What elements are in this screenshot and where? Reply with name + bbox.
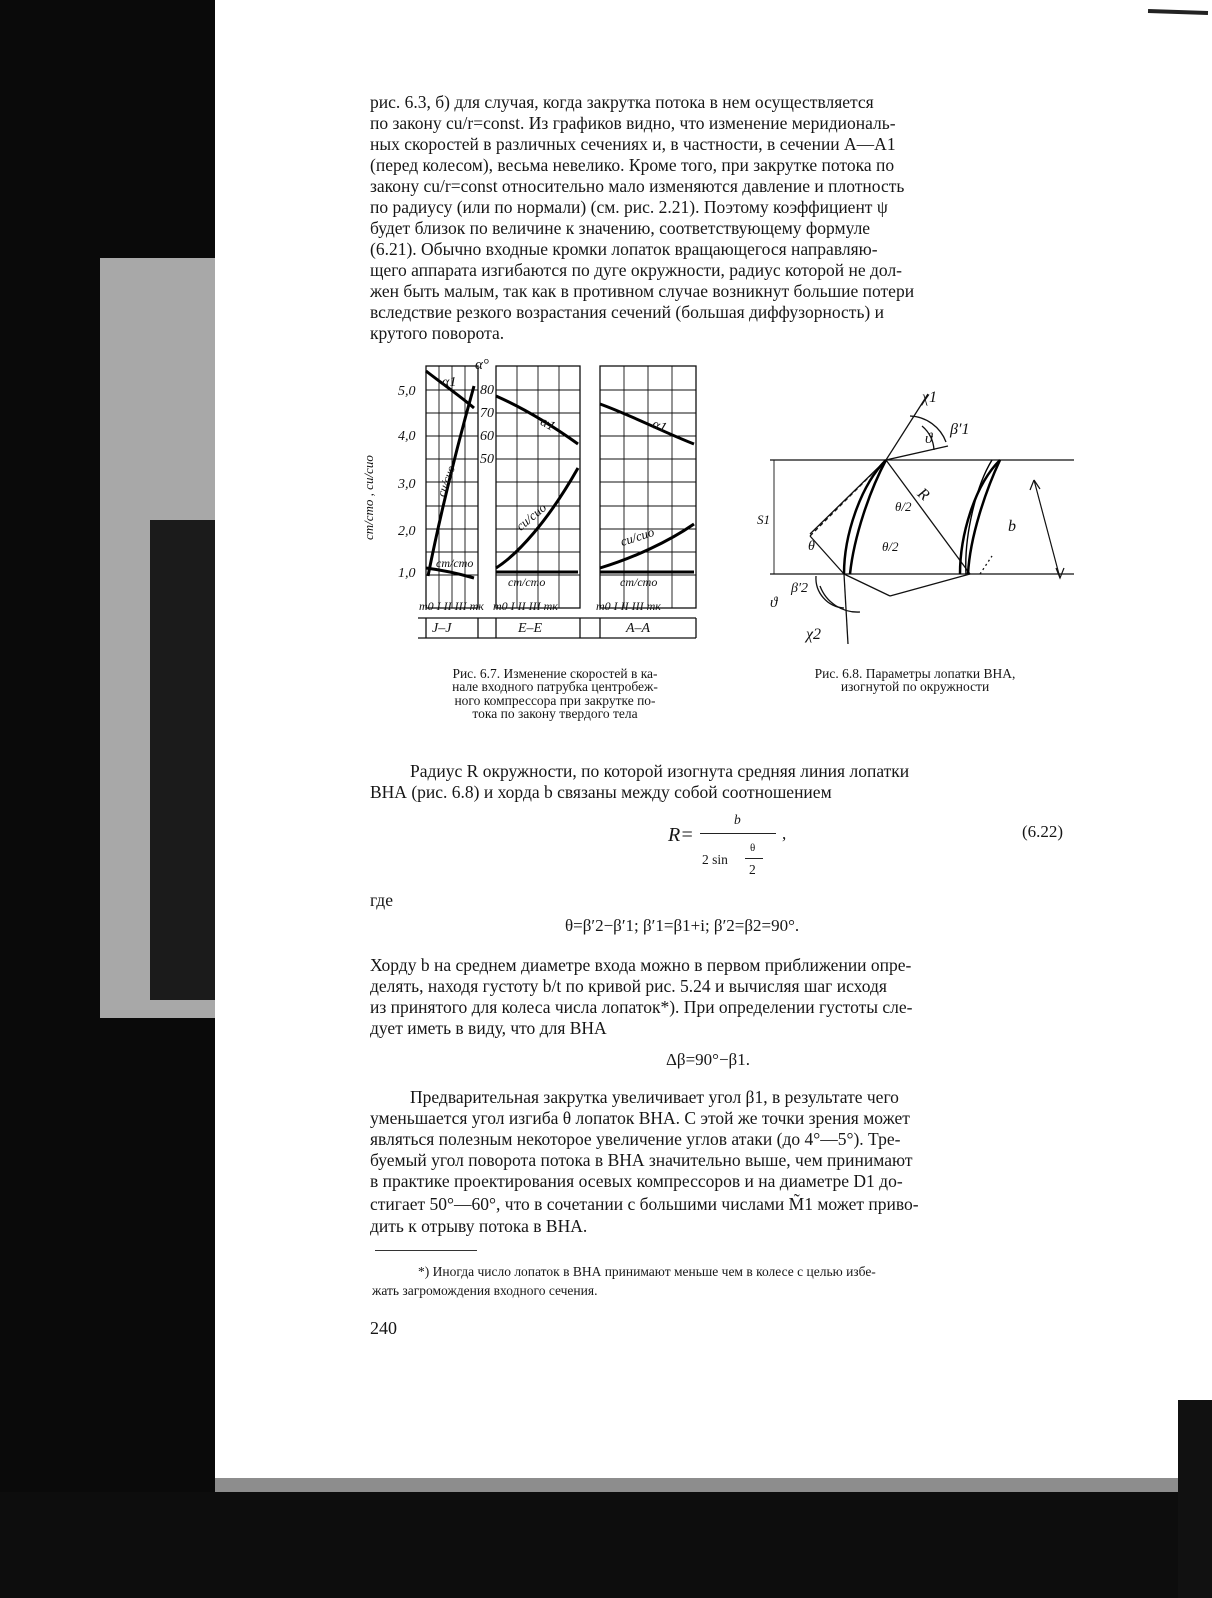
theta-label: θ — [808, 539, 815, 554]
paragraph-line: стигает 50°—60°, что в сочетании с большими числами M̃1 может приво- — [370, 1194, 919, 1214]
paragraph-line: буемый угол поворота потока в ВНА значительно выше, чем принимают — [370, 1150, 913, 1170]
alpha1-label: α1 — [442, 375, 457, 390]
y-tick: 3,0 — [398, 477, 416, 492]
paragraph-line: Радиус R окружности, по которой изогнута средняя линия лопатки — [410, 761, 910, 781]
footnote-line: жать загромождения входного сечения. — [372, 1283, 598, 1298]
scan-left-inner — [150, 520, 215, 1000]
section-ee: Е–Е — [518, 621, 543, 636]
paragraph-line: крутого поворота. — [370, 323, 505, 343]
theta-mid-label: θ/2 — [882, 539, 899, 554]
figure-6-8 — [760, 386, 1080, 656]
where-word: где — [370, 890, 393, 910]
x-ticks-aa: m0 I II III mк — [596, 599, 661, 613]
equation-number: (6.22) — [1022, 822, 1064, 841]
paragraph-line: (6.21). Обычно входные кромки лопаток вращающегося направляю- — [370, 239, 878, 259]
paragraph-line: жен быть малым, так как в противном случае возникнут большие потери — [370, 281, 915, 301]
beta2p-label: β′2 — [791, 581, 809, 596]
page-number: 240 — [370, 1318, 397, 1338]
alpha1-curve-aa — [600, 404, 694, 444]
paragraph-line: по закону cu/r=const. Из графиков видно, что изменение меридиональ- — [370, 113, 896, 133]
paragraph-line: закону cu/r=const относительно мало изменяются давление и плотность — [370, 176, 905, 196]
paragraph-line: ВНА (рис. 6.8) и хорда b связаны между собой соотношением — [370, 782, 832, 802]
section-jj: J–J — [432, 621, 452, 636]
theta-top-label: ϑ — [925, 431, 933, 447]
beta1p-label: β′1 — [950, 421, 970, 438]
paragraph-line: дить к отрыву потока в ВНА. — [370, 1216, 588, 1236]
alpha1-curve-ee — [496, 396, 578, 444]
paragraph-line: вследствие резкого возрастания сечений (большая диффузорность) и — [370, 302, 885, 322]
y-tick: 1,0 — [398, 566, 416, 581]
x-ticks-ee: m0 I II III mк — [493, 599, 558, 613]
alpha-tick: 70 — [480, 406, 494, 421]
caption-line: Рис. 6.8. Параметры лопатки ВНА, — [814, 666, 1016, 681]
y-tick: 5,0 — [398, 384, 416, 399]
alpha1-label: α1 — [650, 417, 669, 437]
caption-6-8 — [745, 667, 1085, 694]
s1-label: S1 — [757, 512, 770, 527]
scan-right-corner — [1178, 1400, 1212, 1598]
alpha-tick: 80 — [480, 383, 494, 398]
y-axis-title: cm/cmo , cu/cuo — [361, 455, 376, 540]
paragraph-line: Хорду b на среднем диаметре входа можно в первом приближении опре- — [370, 955, 912, 975]
formula-comma: , — [782, 824, 787, 843]
formula-theta: θ — [750, 842, 756, 854]
paragraph-line: из принятого для колеса числа лопаток*). При определении густоты сле- — [370, 997, 913, 1017]
blade-1 — [844, 460, 886, 574]
paragraph-line: уменьшается угол изгиба θ лопаток ВНА. С этой же точки зрения может — [370, 1108, 910, 1128]
fraction-bar — [700, 833, 776, 834]
b-label: b — [1008, 518, 1016, 535]
formula-denominator: 2 sin — [702, 852, 728, 867]
cu-label: cu/cuo — [618, 524, 656, 550]
r-label: R — [914, 484, 933, 505]
alpha-tick: 50 — [480, 452, 494, 467]
paragraph-line: ных скоростей в различных сечениях и, в частности, в сечении A—A1 — [370, 134, 896, 154]
cm-label: cm/cmo — [436, 556, 474, 570]
paragraph-line: будет близок по величине к значению, соответствующему формуле — [370, 218, 871, 238]
alpha-axis-label: α° — [475, 357, 489, 373]
paragraph-line: делять, находя густоту b/t по кривой рис. 5.24 и вычисляя шаг исходя — [370, 976, 887, 996]
theta-half-label: θ/2 — [895, 499, 912, 514]
paragraph-line: (перед колесом), весьма невелико. Кроме того, при закрутке потока по — [370, 155, 895, 175]
formula-theta-definitions: θ=β′2−β′1; β′1=β1+i; β′2=β2=90°. — [565, 916, 800, 935]
paragraph-line: дует иметь в виду, что для ВНА — [370, 1018, 607, 1038]
paragraph-line: в практике проектирования осевых компрессоров и на диаметре D1 до- — [370, 1171, 903, 1191]
section-aa: А–А — [626, 621, 651, 636]
paragraph-line: являться полезным некоторое увеличение углов атаки (до 4°—5°). Тре- — [370, 1129, 901, 1149]
cu-label: cu/cuo — [433, 463, 459, 499]
caption-6-7 — [395, 667, 715, 721]
chord-b — [1034, 480, 1060, 578]
formula-lhs: R= — [668, 824, 694, 846]
chi1-label: χ1 — [922, 389, 938, 406]
alpha1-label: α1 — [537, 414, 558, 435]
alpha-tick: 60 — [480, 429, 494, 444]
paragraph-line: Предварительная закрутка увеличивает угол β1, в результате чего — [410, 1087, 899, 1107]
cu-label: cu/cuo — [512, 499, 550, 534]
fraction-bar-small — [745, 858, 763, 859]
cm-label: cm/cmo — [508, 575, 546, 589]
formula-two: 2 — [749, 862, 756, 877]
y-tick: 2,0 — [398, 524, 416, 539]
paragraph-line: щего аппарата изгибаются по дуге окружности, радиус которой не дол- — [370, 260, 903, 280]
paragraph-line: по радиусу (или по нормали) (см. рис. 2.21). Поэтому коэффициент ψ — [370, 197, 888, 217]
caption-line: ного компрессора при закрутке по- — [454, 692, 656, 708]
footnote-separator — [375, 1250, 477, 1251]
y-tick: 4,0 — [398, 429, 416, 444]
formula-numerator: b — [734, 812, 741, 827]
caption-line: Рис. 6.7. Изменение скоростей в ка- — [452, 666, 658, 681]
formula-delta-beta: Δβ=90°−β1. — [666, 1050, 750, 1069]
caption-line: нале входного патрубка центробеж- — [452, 679, 658, 695]
caption-line: изогнутой по окружности — [840, 679, 990, 695]
scan-bottom-edge — [0, 1492, 1212, 1598]
caption-line: тока по закону твердого тела — [472, 706, 638, 722]
scan-top — [215, 0, 1212, 40]
paragraph-line: рис. 6.3, б) для случая, когда закрутка потока в нем осуществляется — [370, 92, 874, 112]
theta-bottom-label: ϑ — [770, 595, 778, 611]
cm-label: cm/cmo — [620, 575, 658, 589]
footnote-line: *) Иногда число лопаток в ВНА принимают меньше чем в колесе с целью избе- — [418, 1264, 876, 1279]
x-ticks-jj: m0 I II III mк — [419, 599, 484, 613]
chi2-label: χ2 — [806, 626, 822, 643]
